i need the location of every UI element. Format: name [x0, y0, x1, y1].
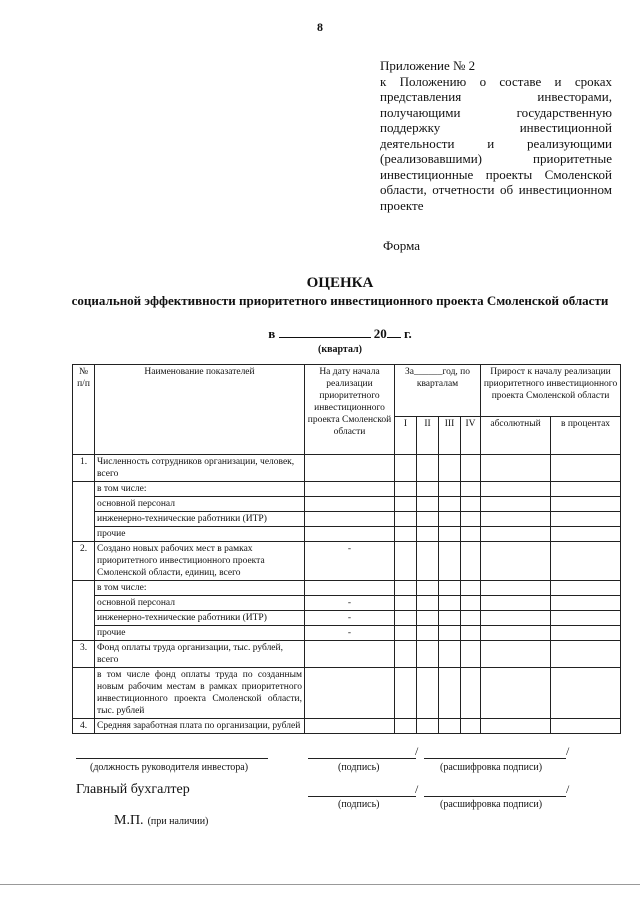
footer-rule	[0, 884, 640, 885]
table-row	[73, 596, 621, 611]
signature-line[interactable]	[308, 758, 416, 759]
dash-value: -	[305, 596, 395, 611]
header-abs: абсолютный	[481, 417, 551, 455]
signature-line[interactable]	[308, 796, 416, 797]
stamp-note: (при наличии)	[147, 816, 209, 827]
header-growth: Прирост к началу реализации приоритетного инвестиционного проекта Смоленской области	[481, 365, 621, 417]
sign-caption: (подпись)	[338, 762, 380, 773]
row-num: 1.	[73, 455, 95, 482]
quarter-blank[interactable]	[279, 326, 371, 338]
header-num: № п/п	[73, 365, 95, 455]
row-label: в том числе фонд оплаты труда по созданным новым рабочим местам в рамках приоритетного инвестиционного проекта Смоленской области, тыс. рублей	[95, 668, 305, 719]
header-pct: в процентах	[551, 417, 621, 455]
chief-accountant-label: Главный бухгалтер	[76, 782, 190, 797]
row-label: основной персонал	[95, 497, 305, 512]
page-number: 8	[317, 20, 323, 34]
signature-slash: /	[566, 782, 570, 796]
row-label: инженерно-технические работники (ИТР)	[95, 512, 305, 527]
form-label: Форма	[383, 238, 420, 253]
position-caption: (должность руководителя инвестора)	[90, 762, 249, 773]
stamp-label: М.П.	[114, 813, 144, 828]
efficiency-table	[72, 364, 621, 734]
table-row	[73, 668, 621, 719]
period-prefix: в	[268, 326, 276, 341]
signature-slash: /	[566, 744, 570, 758]
position-line[interactable]	[76, 758, 268, 759]
table-row	[73, 455, 621, 482]
table-row	[73, 719, 621, 734]
row-label: в том числе:	[95, 482, 305, 497]
header-name: Наименование показателей	[95, 365, 305, 455]
header-q1: I	[395, 417, 417, 455]
decode-line[interactable]	[424, 758, 566, 759]
row-label: Фонд оплаты труда организации, тыс. рублей, всего	[95, 641, 305, 668]
appendix-block	[380, 58, 612, 213]
sign-caption: (подпись)	[338, 799, 380, 810]
row-label: основной персонал	[95, 596, 305, 611]
table-row	[73, 626, 621, 641]
appendix-text: к Положению о составе и сроках представления инвесторами, получающими государственную поддержку инвестиционной деятельности и реализующими (реализовавшими) приоритетные инвестиционные проекты Смоленской области, отчетности об инвестиционном проекте	[380, 73, 612, 213]
row-num: 2.	[73, 542, 95, 581]
dash-value: -	[305, 542, 395, 581]
header-q4: IV	[461, 417, 481, 455]
table-row	[73, 527, 621, 542]
row-label: прочие	[95, 626, 305, 641]
decode-caption: (расшифровка подписи)	[440, 762, 543, 773]
row-label: Численность сотрудников организации, человек, всего	[95, 455, 305, 482]
header-start: На дату начала реализации приоритетного инвестиционного проекта Смоленской области	[305, 365, 395, 455]
table-row	[73, 512, 621, 527]
table-row	[73, 497, 621, 512]
document-subtitle: социальной эффективности приоритетного инвестиционного проекта Смоленской области	[71, 293, 609, 308]
period-suffix: г.	[404, 326, 412, 341]
signature-slash: /	[415, 744, 419, 758]
period-caption: (квартал)	[318, 344, 362, 355]
appendix-heading: Приложение № 2	[380, 58, 476, 73]
header-q2: II	[417, 417, 439, 455]
table-row	[73, 581, 621, 596]
header-year: За______год, по кварталам	[395, 365, 481, 417]
row-label: Создано новых рабочих мест в рамках приоритетного инвестиционного проекта Смоленской области, единиц, всего	[95, 542, 305, 581]
row-label: инженерно-технические работники (ИТР)	[95, 611, 305, 626]
stamp-line	[114, 811, 208, 829]
year-blank[interactable]	[387, 326, 401, 338]
table-row	[73, 641, 621, 668]
table-row	[73, 542, 621, 581]
decode-caption: (расшифровка подписи)	[440, 799, 543, 810]
signature-slash: /	[415, 782, 419, 796]
decode-line[interactable]	[424, 796, 566, 797]
table-row	[73, 482, 621, 497]
table-row	[73, 611, 621, 626]
dash-value: -	[305, 611, 395, 626]
header-q3: III	[439, 417, 461, 455]
row-label: Средняя заработная плата по организации, рублей	[95, 719, 305, 734]
row-label: прочие	[95, 527, 305, 542]
row-num: 3.	[73, 641, 95, 668]
year-prefix: 20	[373, 326, 387, 341]
document-title: ОЦЕНКА	[306, 275, 374, 291]
row-num: 4.	[73, 719, 95, 734]
dash-value: -	[305, 626, 395, 641]
row-label: в том числе:	[95, 581, 305, 596]
period-line	[0, 326, 640, 342]
